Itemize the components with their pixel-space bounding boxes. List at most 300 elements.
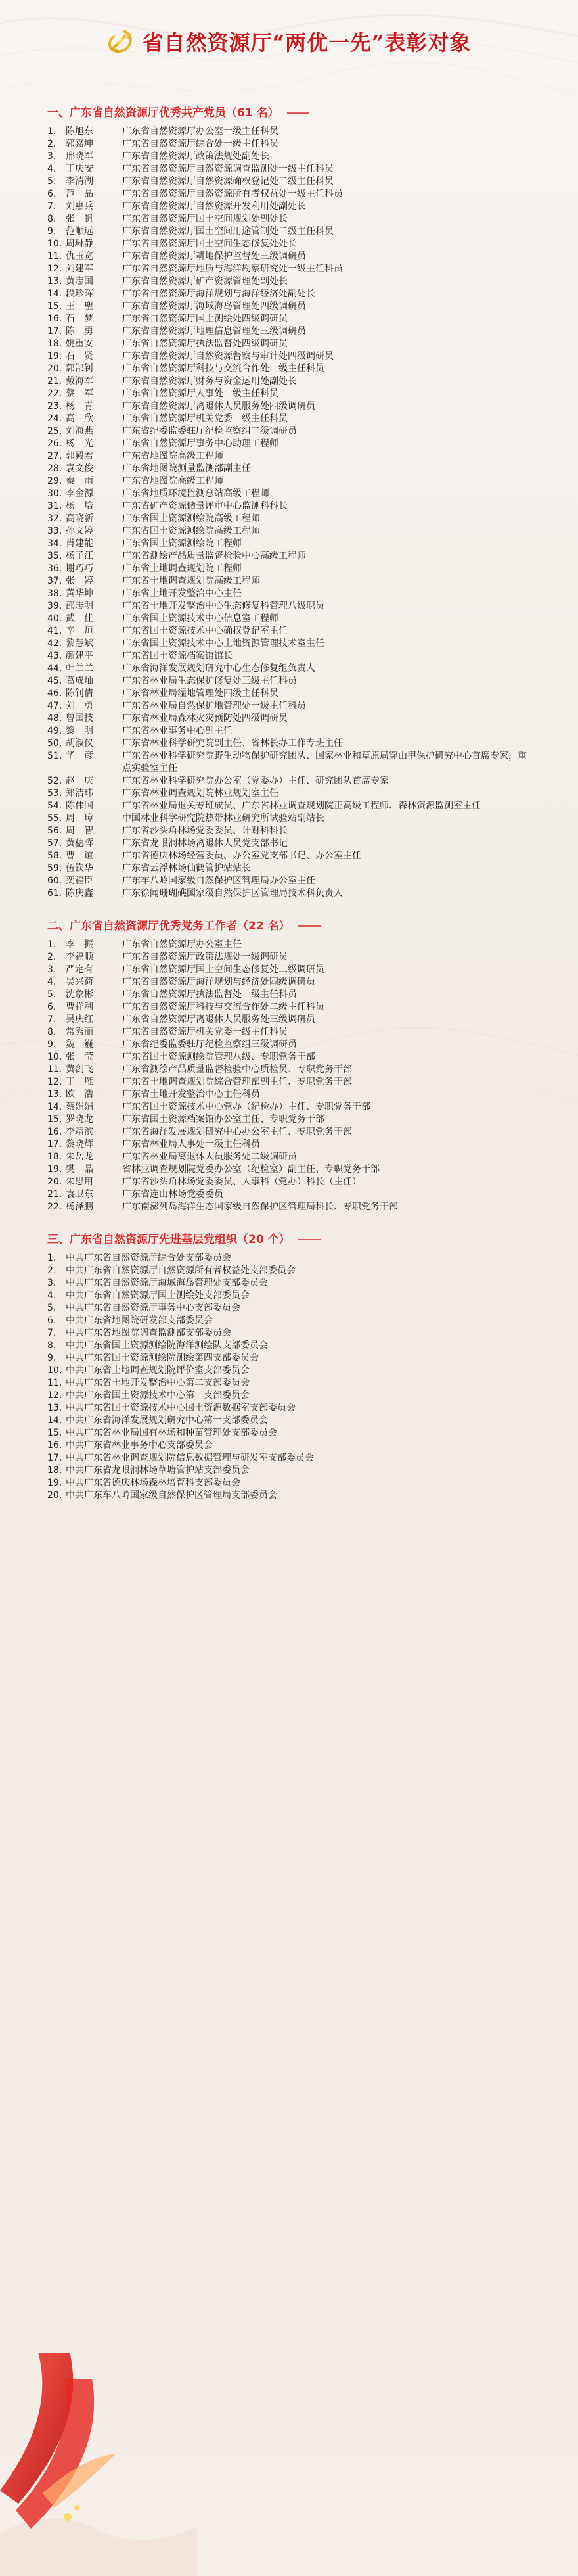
item-index: 2. xyxy=(47,1265,56,1276)
list-item xyxy=(47,1176,546,1188)
list-item xyxy=(47,1489,546,1502)
person-name: 黄志国 xyxy=(66,276,93,287)
list-item xyxy=(47,675,546,688)
person-name: 严定有 xyxy=(66,964,93,975)
item-index: 18. xyxy=(47,1152,62,1162)
list-item xyxy=(47,1390,546,1402)
organization-name: 中共广东省自然资源厅自然资源所有者权益处支部委员会 xyxy=(66,1265,296,1276)
section-title-text: 一、广东省自然资源厅优秀共产党员（61 名） xyxy=(47,106,279,120)
person-name: 李福顺 xyxy=(66,952,93,962)
item-index: 14. xyxy=(47,289,62,299)
list-item xyxy=(47,126,546,138)
organization-name: 中共广东车八岭国家级自然保护区管理局支部委员会 xyxy=(66,1490,277,1501)
person-name: 陈伟国 xyxy=(66,801,93,811)
person-post: 广东省地图院高级工程师 xyxy=(122,476,223,486)
person-post: 广东省土地开发整治中心生态修复科管理八级职员 xyxy=(122,601,324,611)
list-item xyxy=(47,951,546,964)
list-item xyxy=(47,939,546,951)
list-item xyxy=(47,163,546,176)
person-post: 广东省国土资源档案馆馆长 xyxy=(122,651,233,661)
item-index: 61. xyxy=(47,888,62,899)
person-post: 广东省纪委监委驻厅纪检监察组三级调研员 xyxy=(122,1039,297,1050)
person-post: 广东省林业局人事处一级主任科员 xyxy=(122,1139,260,1150)
item-index: 7. xyxy=(47,201,56,212)
item-index: 9. xyxy=(47,1353,56,1363)
list-item xyxy=(47,225,546,238)
list-item xyxy=(47,1201,546,1213)
organization-name: 中共广东省自然资源厅海域海岛管理处支部委员会 xyxy=(66,1278,268,1288)
item-index: 16. xyxy=(47,1127,62,1137)
person-post: 广东省自然资源厅自然资源调查监测处一级主任科员 xyxy=(122,164,334,174)
item-index: 39. xyxy=(47,601,62,611)
page-title: 省自然资源厅“两优一先”表彰对象 xyxy=(142,30,472,55)
organization-name: 中共广东省自然资源厅综合处支部委员会 xyxy=(66,1253,231,1263)
person-name: 陈 勇 xyxy=(66,326,93,337)
item-index: 2. xyxy=(47,952,56,962)
person-name: 辛 烜 xyxy=(66,626,93,636)
person-post: 广东省自然资源厅国土空间生态修复处处长 xyxy=(122,239,297,249)
person-post: 广东省国土资源测绘院工程师 xyxy=(122,538,242,549)
list-item xyxy=(47,176,546,188)
person-post: 广东省海洋发展规划研究中心办公室主任、专职党务干部 xyxy=(122,1127,352,1137)
list-item xyxy=(47,1001,546,1014)
person-name: 陈钊倩 xyxy=(66,688,93,699)
list-item xyxy=(47,750,546,775)
person-post: 广东省自然资源厅自然资源确权登记处二级主任科员 xyxy=(122,176,334,187)
person-post: 广东省地图院测量监测部副主任 xyxy=(122,463,251,474)
person-name: 李 振 xyxy=(66,939,93,950)
item-index: 43. xyxy=(47,651,62,661)
list-item xyxy=(47,250,546,263)
person-name: 刘惠兵 xyxy=(66,201,93,212)
item-index: 19. xyxy=(47,1164,62,1175)
item-index: 12. xyxy=(47,1390,62,1401)
list-item xyxy=(47,550,546,563)
list-item xyxy=(47,1138,546,1151)
list-item xyxy=(47,850,546,862)
section-title-text: 三、广东省自然资源厅先进基层党组织（20 个） xyxy=(47,1233,290,1246)
list-item xyxy=(47,1427,546,1440)
item-index: 14. xyxy=(47,1102,62,1112)
person-post: 广东省林业局退关专班成员、广东省林业调查规划院正高级工程师、森林资源监测室主任 xyxy=(122,801,481,811)
item-index: 13. xyxy=(47,276,62,287)
item-index: 22. xyxy=(47,1202,62,1212)
item-index: 15. xyxy=(47,1428,62,1438)
person-post: 广东省自然资源厅国土空间用途管制处二级主任科员 xyxy=(122,226,334,237)
item-index: 25. xyxy=(47,426,62,436)
person-name: 仇玉宽 xyxy=(66,251,93,262)
item-index: 45. xyxy=(47,676,62,686)
list-item xyxy=(47,700,546,713)
person-post: 广东省自然资源厅海洋规划与海洋经济处副处长 xyxy=(122,289,315,299)
person-name: 肖建能 xyxy=(66,538,93,549)
list-item xyxy=(47,388,546,400)
list-item xyxy=(47,275,546,288)
person-post: 广东省自然资源厅机关党委一级主任科员 xyxy=(122,413,288,424)
person-name: 戴海军 xyxy=(66,376,93,386)
item-index: 1. xyxy=(47,939,56,950)
list-item xyxy=(47,1352,546,1365)
list-item xyxy=(47,588,546,600)
person-name: 石 贤 xyxy=(66,351,93,362)
list-item xyxy=(47,787,546,800)
person-name: 李靖滨 xyxy=(66,1127,93,1137)
item-index: 6. xyxy=(47,1315,56,1326)
person-post: 广东省自然资源厅科技与交流合作处一级主任科员 xyxy=(122,363,324,374)
person-post: 广东省自然资源厅离退休人员服务处三级调研员 xyxy=(122,1014,315,1025)
list-item xyxy=(47,1340,546,1352)
list-item xyxy=(47,338,546,350)
item-index: 5. xyxy=(47,1303,56,1313)
item-index: 9. xyxy=(47,1039,56,1050)
person-post: 广东省国土资源技术中心党办（纪检办）主任、专职党务干部 xyxy=(122,1102,370,1112)
person-name: 陈庆鑫 xyxy=(66,888,93,899)
person-post: 广东省土地调查规划院工程师 xyxy=(122,563,242,574)
section-advanced-party-organizations xyxy=(47,1232,546,1502)
person-name: 高 欣 xyxy=(66,413,93,424)
person-name: 王 聖 xyxy=(66,301,93,312)
person-name: 颜建平 xyxy=(66,651,93,661)
section-gap xyxy=(47,900,546,918)
person-name: 范 晶 xyxy=(66,189,93,199)
item-index: 13. xyxy=(47,1403,62,1413)
person-name: 周琳静 xyxy=(66,239,93,249)
person-name: 曹 谊 xyxy=(66,851,93,861)
list-item xyxy=(47,1252,546,1265)
item-index: 12. xyxy=(47,1077,62,1087)
person-post: 广东省林业事务中心副主任 xyxy=(122,726,233,736)
person-post: 广东省自然资源厅机关党委一级主任科员 xyxy=(122,1027,288,1037)
person-post: 广东省沙头角林场党委委员、人事科（党办）科长（主任） xyxy=(122,1177,361,1187)
item-index: 6. xyxy=(47,1002,56,1012)
list-item xyxy=(47,1064,546,1076)
item-index: 58. xyxy=(47,851,62,861)
list-item xyxy=(47,1315,546,1327)
advanced-party-organizations-list xyxy=(47,1252,546,1502)
person-name: 刘 勇 xyxy=(66,701,93,711)
person-post: 广东省自然资源厅离退休人员服务处四级调研员 xyxy=(122,401,315,411)
item-index: 1. xyxy=(47,126,56,137)
item-index: 26. xyxy=(47,438,62,449)
list-item xyxy=(47,213,546,225)
item-index: 42. xyxy=(47,638,62,649)
person-name: 范顺远 xyxy=(66,226,93,237)
item-index: 21. xyxy=(47,1189,62,1200)
person-name: 周 智 xyxy=(66,826,93,836)
item-index: 4. xyxy=(47,977,56,987)
person-post: 广东省林业科学研究院副主任、省林长办工作专班主任 xyxy=(122,738,343,749)
person-post: 广东省林业局湿地管理处四级主任科员 xyxy=(122,688,278,699)
decorative-red-ribbon-art xyxy=(0,2353,197,2576)
person-name: 蔡娟娟 xyxy=(66,1102,93,1112)
person-name: 杨子江 xyxy=(66,551,93,561)
list-item xyxy=(47,1452,546,1464)
list-item xyxy=(47,438,546,450)
list-item xyxy=(47,1089,546,1101)
list-item xyxy=(47,238,546,250)
item-index: 44. xyxy=(47,663,62,674)
item-index: 40. xyxy=(47,613,62,624)
section-title-mark xyxy=(298,925,321,927)
list-item xyxy=(47,989,546,1001)
person-post: 广东南澎列岛海洋生态国家级自然保护区管理局科长、专职党务干部 xyxy=(122,1202,398,1212)
section-outstanding-party-members xyxy=(47,105,546,900)
organization-name: 中共广东省土地开发整治中心第二支部委员会 xyxy=(66,1378,250,1388)
item-index: 21. xyxy=(47,376,62,386)
list-item xyxy=(47,350,546,363)
list-item xyxy=(47,1101,546,1113)
item-index: 35. xyxy=(47,551,62,561)
list-item xyxy=(47,600,546,613)
item-index: 11. xyxy=(47,1064,62,1075)
item-index: 55. xyxy=(47,813,62,824)
section-title-outstanding-party-workers xyxy=(47,918,546,934)
person-name: 黎慧斌 xyxy=(66,638,93,649)
person-name: 胡淑仪 xyxy=(66,738,93,749)
list-item xyxy=(47,650,546,663)
person-name: 韩兰兰 xyxy=(66,663,93,674)
list-item xyxy=(47,1464,546,1477)
list-item xyxy=(47,463,546,475)
item-index: 6. xyxy=(47,189,56,199)
list-item xyxy=(47,887,546,900)
item-index: 1. xyxy=(47,1253,56,1263)
person-name: 朱思用 xyxy=(66,1177,93,1187)
item-index: 11. xyxy=(47,1378,62,1388)
person-post: 广东省测绘产品质量监督检验中心高级工程师 xyxy=(122,551,306,561)
person-post: 广东省自然资源厅矿产资源管理处副处长 xyxy=(122,276,288,287)
person-post: 广东省国土资源技术中心土地资源管理技术室主任 xyxy=(122,638,324,649)
list-item xyxy=(47,1014,546,1026)
list-item xyxy=(47,875,546,887)
person-name: 秦 雨 xyxy=(66,476,93,486)
item-index: 5. xyxy=(47,989,56,1000)
item-index: 17. xyxy=(47,1453,62,1463)
list-item xyxy=(47,1188,546,1201)
item-index: 34. xyxy=(47,538,62,549)
person-post: 广东省林业局自然保护地管理处一级主任科员 xyxy=(122,701,306,711)
item-index: 18. xyxy=(47,339,62,349)
list-item xyxy=(47,1290,546,1302)
list-item xyxy=(47,525,546,538)
person-name: 邵志明 xyxy=(66,601,93,611)
organization-name: 中共广东省自然资源厅国土测绘处支部委员会 xyxy=(66,1290,250,1301)
list-item xyxy=(47,400,546,413)
person-post: 广东省自然资源厅地质与海洋勘察研究处一级主任科员 xyxy=(122,264,343,274)
person-post: 广东省自然资源厅政策法规处副处长 xyxy=(122,151,269,162)
person-post: 广东省自然资源厅自然资源所有者权益处一级主任科员 xyxy=(122,189,343,199)
item-index: 24. xyxy=(47,413,62,424)
list-item xyxy=(47,663,546,675)
person-post: 广东省地质环境监测总站高级工程师 xyxy=(122,488,269,499)
person-post: 广东省林业局离退休人员服务处二级调研员 xyxy=(122,1152,297,1162)
item-index: 56. xyxy=(47,826,62,836)
item-index: 27. xyxy=(47,451,62,461)
person-post: 广东省国土资源档案馆办公室主任、专职党务干部 xyxy=(122,1114,324,1125)
section-title-mark xyxy=(298,1239,321,1240)
list-item xyxy=(47,200,546,213)
person-post: 广东省自然资源厅海洋规划与经济处四级调研员 xyxy=(122,977,315,987)
person-name: 魏 巍 xyxy=(66,1039,93,1050)
item-index: 10. xyxy=(47,1052,62,1062)
section-title-advanced-party-organizations xyxy=(47,1232,546,1248)
item-index: 19. xyxy=(47,351,62,362)
person-post: 广东省自然资源厅事务中心助理工程师 xyxy=(122,438,278,449)
list-item xyxy=(47,613,546,625)
item-index: 4. xyxy=(47,1290,56,1301)
list-item xyxy=(47,1377,546,1390)
person-name: 袁卫东 xyxy=(66,1189,93,1200)
item-index: 60. xyxy=(47,876,62,886)
person-post: 广东省自然资源厅耕地保护监督处三级调研员 xyxy=(122,251,306,262)
person-name: 杨泽鹏 xyxy=(66,1202,93,1212)
person-name: 刘海燕 xyxy=(66,426,93,436)
person-name: 邢晓军 xyxy=(66,151,93,162)
section-title-outstanding-party-members xyxy=(47,105,546,121)
organization-name: 中共广东省林业事务中心支部委员会 xyxy=(66,1440,213,1451)
item-index: 20. xyxy=(47,363,62,374)
item-index: 17. xyxy=(47,326,62,337)
list-item xyxy=(47,538,546,550)
list-item xyxy=(47,475,546,488)
party-emblem-icon xyxy=(107,28,135,55)
person-name: 黄穗晖 xyxy=(66,838,93,849)
item-index: 8. xyxy=(47,1027,56,1037)
organization-name: 中共广东省德庆林场森林培育科支部委员会 xyxy=(66,1478,240,1488)
list-item xyxy=(47,1163,546,1176)
list-item xyxy=(47,450,546,463)
person-name: 黎晓辉 xyxy=(66,1139,93,1150)
organization-name: 中共广东省自然资源厅事务中心支部委员会 xyxy=(66,1303,240,1313)
person-post: 广东徐闻珊瑚礁国家级自然保护区管理局技术科负责人 xyxy=(122,888,343,899)
list-item xyxy=(47,1365,546,1377)
person-name: 郭殿君 xyxy=(66,451,93,461)
person-post: 广东省林业局生态保护修复处三级主任科员 xyxy=(122,676,297,686)
list-item xyxy=(47,800,546,812)
person-post: 广东省自然资源厅自然资源督察与审计处四级调研员 xyxy=(122,351,334,362)
list-item xyxy=(47,738,546,750)
person-name: 郑洁玮 xyxy=(66,788,93,799)
item-index: 53. xyxy=(47,788,62,799)
person-name: 周 璋 xyxy=(66,813,93,824)
person-name: 段珍晖 xyxy=(66,289,93,299)
person-post: 广东省自然资源厅财务与资金运用处副处长 xyxy=(122,376,297,386)
organization-name: 中共广东省国土资源测绘院海洋测绘队支部委员会 xyxy=(66,1340,268,1351)
list-item xyxy=(47,688,546,700)
person-post: 广东省龙眼洞林场离退休人员党支部书记 xyxy=(122,838,288,849)
item-index: 10. xyxy=(47,239,62,249)
person-post: 广东省自然资源厅执法监督处四级调研员 xyxy=(122,339,288,349)
item-index: 11. xyxy=(47,251,62,262)
organization-name: 中共广东省林业局国有林场和种苗管理处支部委员会 xyxy=(66,1428,277,1438)
list-item xyxy=(47,363,546,375)
person-post: 广东省自然资源厅办公室一级主任科员 xyxy=(122,126,278,137)
item-index: 7. xyxy=(47,1328,56,1338)
outstanding-party-workers-list xyxy=(47,939,546,1213)
list-item xyxy=(47,812,546,825)
person-post: 广东省自然资源厅国土空间生态修复处二级调研员 xyxy=(122,964,324,975)
list-item xyxy=(47,825,546,837)
person-name: 樊 晶 xyxy=(66,1164,93,1175)
person-post: 广东车八岭国家级自然保护区管理局办公室主任 xyxy=(122,876,315,886)
person-post: 广东省国土资源测绘院高级工程师 xyxy=(122,513,260,524)
person-post: 广东省纪委监委驻厅纪检监察组二级调研员 xyxy=(122,426,297,436)
organization-name: 中共广东省海洋发展规划研究中心第一支部委员会 xyxy=(66,1415,268,1426)
page-header xyxy=(0,12,578,71)
item-index: 31. xyxy=(47,501,62,511)
item-index: 33. xyxy=(47,526,62,536)
list-item xyxy=(47,1151,546,1163)
person-name: 蔡 军 xyxy=(66,388,93,399)
person-post: 广东省矿产资源储量评审中心监测科科长 xyxy=(122,501,288,511)
item-index: 37. xyxy=(47,576,62,586)
item-index: 7. xyxy=(47,1014,56,1025)
person-name: 李金源 xyxy=(66,488,93,499)
list-item xyxy=(47,575,546,588)
item-index: 46. xyxy=(47,688,62,699)
item-index: 8. xyxy=(47,1340,56,1351)
person-post: 广东省土地调查规划院高级工程师 xyxy=(122,576,260,586)
list-item xyxy=(47,1327,546,1340)
person-post: 广东省云浮林场仙鹤管护站站长 xyxy=(122,863,251,874)
person-name: 沈象彬 xyxy=(66,989,93,1000)
person-post: 广东省沙头角林场党委委员、计财科科长 xyxy=(122,826,288,836)
item-index: 12. xyxy=(47,264,62,274)
person-name: 杨 光 xyxy=(66,438,93,449)
person-name: 杨 培 xyxy=(66,501,93,511)
person-post: 广东省自然资源厅人事处一级主任科员 xyxy=(122,388,278,399)
person-post: 广东省林业科学研究院野生动物保护研究团队、国家林业和草原局穿山甲保护研究中心首席专家，重点实验室主任 xyxy=(122,751,527,774)
section-outstanding-party-workers xyxy=(47,918,546,1213)
list-item xyxy=(47,1039,546,1051)
person-post: 广东省土地开发整治中心主任 xyxy=(122,588,242,599)
person-name: 常秀丽 xyxy=(66,1027,93,1037)
person-post: 广东省土地开发整治中心主任科员 xyxy=(122,1089,260,1100)
person-name: 刘建军 xyxy=(66,264,93,274)
item-index: 49. xyxy=(47,726,62,736)
list-item xyxy=(47,300,546,313)
organization-name: 中共广东省林业调查规划院信息数据管理与研发室支部委员会 xyxy=(66,1453,314,1463)
list-item xyxy=(47,625,546,638)
item-index: 16. xyxy=(47,314,62,324)
person-post: 广东省自然资源厅执法监督处一级主任科员 xyxy=(122,989,297,1000)
list-item xyxy=(47,488,546,500)
person-post: 广东省海洋发展规划研究中心生态修复组负责人 xyxy=(122,663,315,674)
list-item xyxy=(47,1402,546,1415)
item-index: 16. xyxy=(47,1440,62,1451)
list-item xyxy=(47,1277,546,1290)
organization-name: 中共广东省国土资源测绘院测绘第四支部委员会 xyxy=(66,1353,259,1363)
item-index: 15. xyxy=(47,301,62,312)
item-index: 23. xyxy=(47,401,62,411)
item-index: 28. xyxy=(47,463,62,474)
item-index: 32. xyxy=(47,513,62,524)
list-item xyxy=(47,862,546,875)
item-index: 36. xyxy=(47,563,62,574)
item-index: 13. xyxy=(47,1089,62,1100)
item-index: 3. xyxy=(47,151,56,162)
person-name: 丁庆安 xyxy=(66,164,93,174)
person-post: 广东省林业局森林火灾预防处四级调研员 xyxy=(122,713,288,724)
person-name: 伍钦华 xyxy=(66,863,93,874)
organization-name: 中共广东省地图院研发部支部委员会 xyxy=(66,1315,213,1326)
person-name: 李清湖 xyxy=(66,176,93,187)
item-index: 9. xyxy=(47,226,56,237)
section-title-text: 二、广东省自然资源厅优秀党务工作者（22 名） xyxy=(47,920,290,933)
person-name: 葛成灿 xyxy=(66,676,93,686)
person-name: 张 婷 xyxy=(66,576,93,586)
person-name: 袁文俊 xyxy=(66,463,93,474)
